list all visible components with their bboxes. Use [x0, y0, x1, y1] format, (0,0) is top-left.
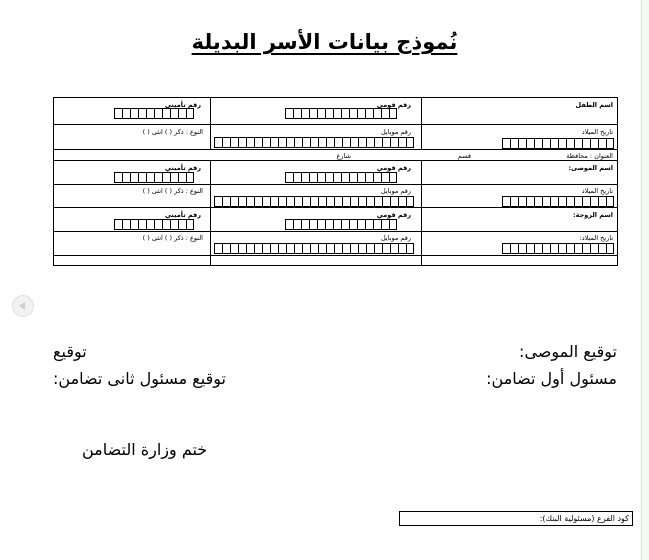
guardian-mobile-boxes[interactable]: [214, 196, 414, 207]
mobile-label: رقم موبايل: [381, 128, 411, 136]
gender-label: النوع : ذكر ( ) انثى ( ): [142, 128, 203, 136]
wife-national-id-label: رقم قومي: [376, 211, 411, 219]
birth-date-boxes[interactable]: [502, 138, 614, 149]
wife-insurance-no-label: رقم تأميني: [164, 211, 201, 219]
signature-label: توقيع: [53, 342, 87, 361]
guardian-mobile-label: رقم موبايل: [381, 187, 411, 195]
wife-insurance-no-boxes[interactable]: [114, 219, 194, 230]
mobile-boxes[interactable]: [214, 137, 414, 148]
address-label: العنوان : محافظة: [566, 152, 613, 160]
guardian-signature-label: توقيع الموصى:: [519, 342, 617, 361]
previous-slide-icon[interactable]: [12, 295, 34, 317]
wife-birth-date-label: تاريخ الميلاد:: [579, 234, 613, 242]
insurance-no-boxes[interactable]: [114, 108, 194, 119]
family-data-form: [53, 97, 618, 266]
guardian-insurance-no-boxes[interactable]: [114, 172, 194, 183]
wife-mobile-boxes[interactable]: [214, 243, 414, 254]
wife-gender-label: النوع : ذكر ( ) انثى ( ): [142, 234, 203, 242]
guardian-name-label: اسم الموصى:: [568, 164, 613, 172]
branch-code-label: كود الفرع (مسئولية البنك):: [539, 514, 629, 523]
wife-birth-date-boxes[interactable]: [502, 243, 614, 254]
guardian-national-id-label: رقم قومي: [376, 164, 411, 172]
first-officer-label: مسئول أول تضامن:: [486, 369, 617, 388]
guardian-gender-label: النوع : ذكر ( ) انثى ( ): [142, 187, 203, 195]
divider: [421, 98, 422, 150]
guardian-insurance-no-label: رقم تأميني: [164, 164, 201, 172]
ministry-stamp-label: ختم وزارة التضامن: [82, 440, 208, 459]
street-label: شارع: [336, 152, 351, 160]
divider: [210, 98, 211, 150]
wife-national-id-boxes[interactable]: [285, 219, 397, 230]
address-row: [54, 150, 617, 161]
guardian-birth-date-label: تاريخ الميلاد: [581, 187, 613, 195]
second-officer-signature-label: توقيع مسئول ثانى تضامن:: [53, 369, 226, 388]
national-id-boxes[interactable]: [285, 108, 397, 119]
insurance-no-label: رقم تأميني: [164, 101, 201, 109]
guardian-national-id-boxes[interactable]: [285, 172, 397, 183]
wife-mobile-label: رقم موبايل: [381, 234, 411, 242]
birth-date-label: تاريخ الميلاد: [581, 128, 613, 136]
divider: [210, 161, 211, 266]
guardian-birth-date-boxes[interactable]: [502, 196, 614, 207]
district-label: قسم: [457, 152, 471, 160]
national-id-label: رقم قومي: [376, 101, 411, 109]
form-title: نُموذج بيانات الأسر البديلة: [191, 30, 458, 54]
page-edge: [641, 0, 649, 560]
branch-code-box: [399, 511, 633, 526]
wife-name-label: اسم الزوجة:: [573, 211, 613, 219]
child-name-label: اسم الطفل: [575, 101, 613, 109]
divider: [421, 161, 422, 266]
